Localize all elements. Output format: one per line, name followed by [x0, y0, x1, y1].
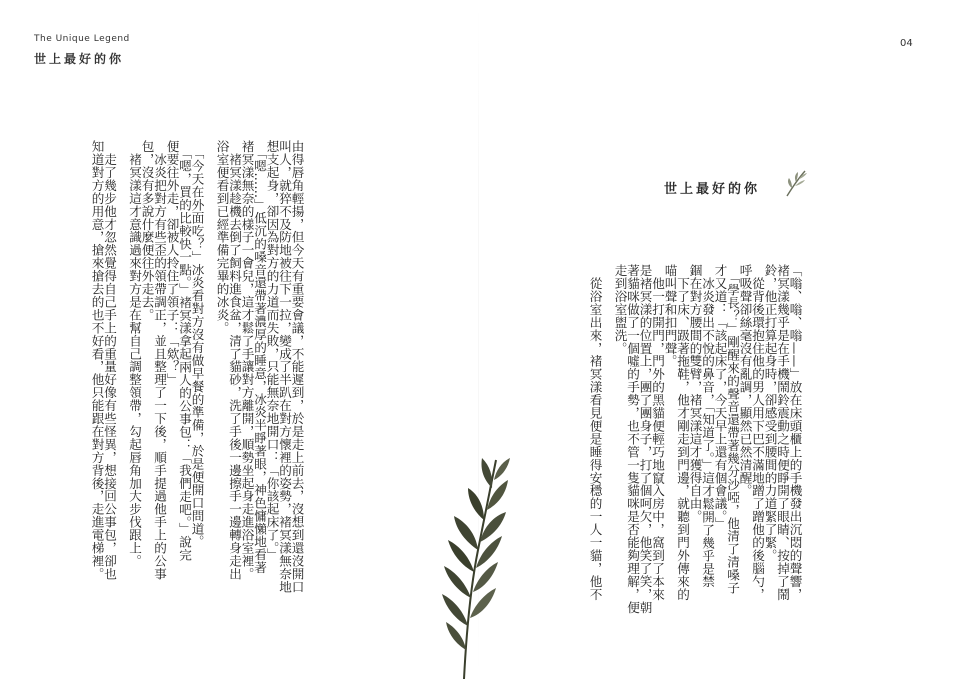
- text-column: 叫人，就猝不及防地被往下一拉，變成了半趴在對方懷裡的姿勢，褚冥漾無奈地: [277, 140, 292, 594]
- text-column: 喵叫聲和扣門聲。: [662, 264, 678, 368]
- leaf-sprig-icon: [783, 168, 809, 198]
- text-column: 下了床、趿著拖鞋，他才剛走到門邊，就聽到門外傳來的: [675, 264, 690, 601]
- text-column: 從背後環抱住他的男人用下巴不滿地蹭了蹭他的後腦勺，: [750, 264, 765, 601]
- left-page-body: [90, 140, 303, 593]
- text-column: 錮在對方腰間的雙臂，褚冥漾這才獲得自由。: [687, 264, 703, 523]
- text-column: 褚冥漾無奈的樣子一會兒，這才鬆了手讓對方離開，順勢坐起身走進浴室裡。: [239, 140, 255, 581]
- text-column: 知道對方的用意，搶來搶去的也不好看，他只能跟在對方背後，走進電梯裡。: [89, 140, 105, 581]
- text-column: 「嗯……」低沉的嗓音還帶著濃厚的睡意，冰炎半睜著眼，神色慵懶地看著: [252, 140, 267, 574]
- text-column: 「學長？」剛醒來的聲音還帶著幾分沙啞，他清了清嗓子: [725, 264, 740, 595]
- right-page-body: [588, 264, 801, 614]
- series-title-zh: 世上最好的你: [34, 52, 125, 66]
- text-column: 由得唇角輕揚，但今天有重要會議，不能遲到，於是走上前去，沒想到還沒開口: [289, 140, 305, 594]
- text-column: 呼吸聲卻絲毫沒有亂調，顯然已然清醒。: [737, 264, 753, 498]
- text-column: 褚冥漾這才意識過來對方是在幫自己調整領帶，勾起唇角加大步伐跟上。: [127, 140, 142, 568]
- series-title-en: The Unique Legend: [34, 34, 130, 44]
- chapter-title: 世上最好的你: [664, 182, 761, 197]
- text-column: 褚冥漾趁機去倒了飼料進食盆，清了貓砂，洗了手後一邊擦手一邊轉身走出: [227, 140, 242, 581]
- text-column: 冰炎發出不悅的鼻音，「知道了。」這才鬆開了幾乎是禁: [700, 264, 715, 589]
- text-column: 走了幾步他才忽然覺得自己手上的重量好像有些怪異，想接回公事包，卻也: [102, 140, 117, 581]
- text-column: 冰炎把對方有些歪的領帶調正，並且整理了一下後，順手提過他手上的公事: [152, 140, 167, 581]
- text-column: 褚冥漾幾乎是在手機鬧鈴震動之時便睜開了眼睛、按掉了鬧: [775, 264, 790, 601]
- text-column: 他一打開門，門外的黑貓便輕巧地竄入房中，窩到了本來: [650, 264, 665, 601]
- text-column: 是褚冥漾的位置上，團了團身子，打了個呵欠，他笑了笑，朝: [637, 264, 653, 614]
- text-column: 走到浴室盥洗。: [612, 264, 628, 355]
- text-column: 從浴室出來，褚冥漾看見便是睡得安穩的一人一貓，他不: [587, 264, 603, 601]
- text-column: 便要往外走，卻被人拎住了領子：「欸？」: [164, 140, 180, 387]
- page-number: 04: [900, 38, 913, 49]
- text-column: 浴室便看到已經準備完畢的冰炎。: [214, 140, 230, 335]
- leaf-branch-illustration: [426, 450, 512, 679]
- text-column: 包，沒有多說什麼便往外走去。: [139, 140, 155, 322]
- text-column: 想支起身，卻因為對方的力道而失敗，只能無奈地開口：「你該起床了。」: [264, 140, 280, 562]
- text-column: 「嗯，買的比較快一點。」褚冥漾拿起兩人的公事包：「我們走吧。」說完: [177, 140, 192, 562]
- text-column: 鈴，他正打算起身時，卻感受到腰間的力道緊了緊。: [762, 264, 778, 562]
- text-column: 才又道：「該起床了，今天早上還有個會議。」: [712, 264, 728, 530]
- text-column: 「今天在外面吃？」冰炎看對方沒有做早餐的準備，於是便開口問道。: [189, 140, 205, 549]
- text-column: 「嗡、嗡、嗡——」放在床頭櫃上的手機發出沉悶的聲響，: [787, 264, 803, 601]
- text-column: 著貓咪做了一個噓的手勢，也不管一隻貓咪是否能夠理解，便: [625, 264, 640, 614]
